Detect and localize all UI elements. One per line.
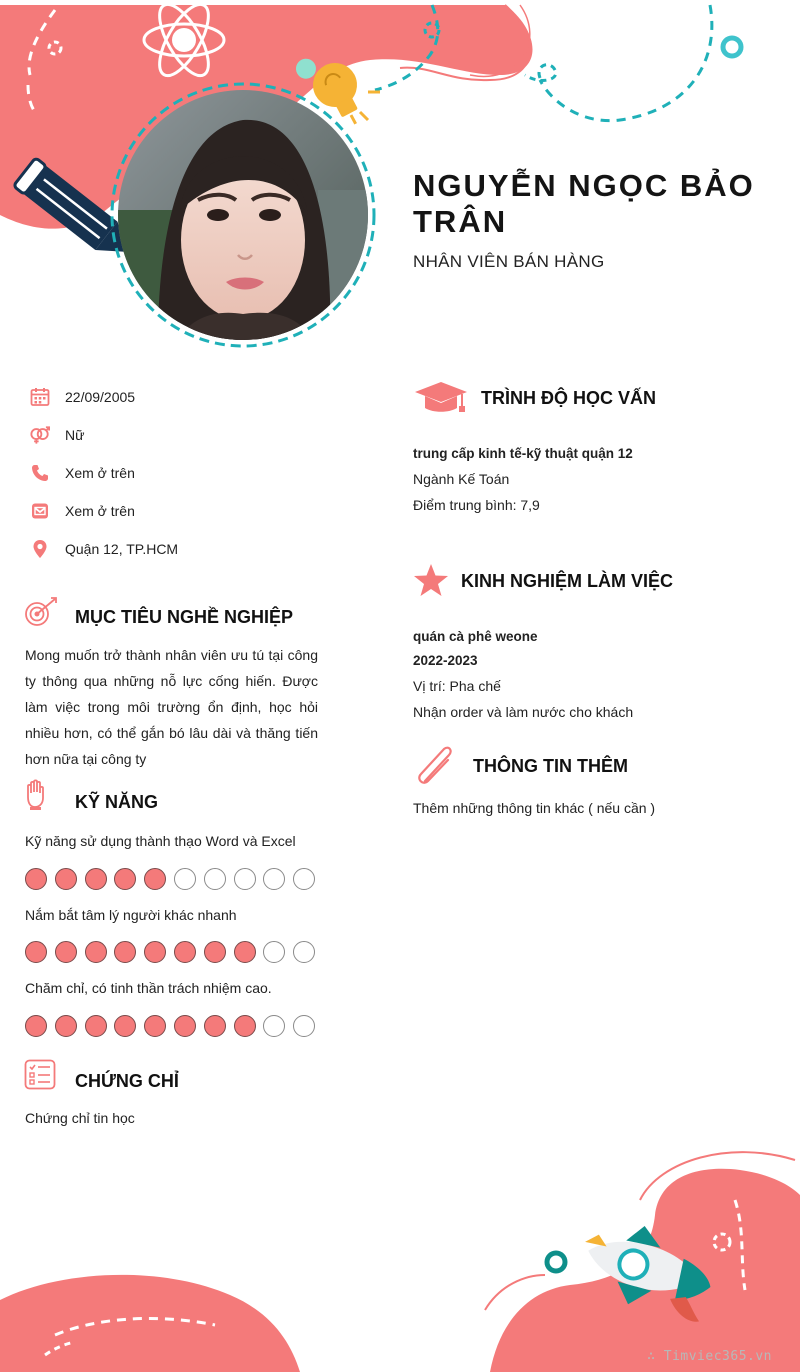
email-text: Xem ở trên xyxy=(65,503,135,519)
rating-dot-empty xyxy=(263,868,285,890)
rating-dot-filled xyxy=(204,941,226,963)
candidate-name: NGUYỄN NGỌC BẢO TRÂN xyxy=(413,168,755,239)
rating-dot-filled xyxy=(144,941,166,963)
skill-name: Nắm bắt tâm lý người khác nhanh xyxy=(25,907,237,923)
rating-dot-filled xyxy=(234,1015,256,1037)
rating-dot-filled xyxy=(25,941,47,963)
skills-title: KỸ NĂNG xyxy=(75,792,159,812)
rating-dot-empty xyxy=(293,941,315,963)
skill-name: Chăm chỉ, có tinh thần trách nhiệm cao. xyxy=(25,980,272,996)
education-school: trung cấp kinh tế-kỹ thuật quận 12 xyxy=(413,446,633,461)
rating-dot-filled xyxy=(85,868,107,890)
skill-rating xyxy=(25,868,323,890)
rating-dot-filled xyxy=(114,1015,136,1037)
job-title: NHÂN VIÊN BÁN HÀNG xyxy=(413,252,605,271)
extra-info-text: Thêm những thông tin khác ( nếu cần ) xyxy=(413,800,656,816)
contact-phone xyxy=(30,461,135,485)
gender-text: Nữ xyxy=(65,427,85,443)
paperclip-icon xyxy=(413,743,459,792)
experience-title: KINH NGHIỆM LÀM VIỆC xyxy=(461,571,674,591)
contact-address xyxy=(30,537,179,561)
rating-dot-filled xyxy=(174,1015,196,1037)
rating-dot-empty xyxy=(174,868,196,890)
rating-dot-empty xyxy=(263,1015,285,1037)
certificate-item: Chứng chỉ tin học xyxy=(25,1110,135,1126)
certificates-title: CHỨNG CHỈ xyxy=(75,1071,179,1091)
rating-dot-empty xyxy=(293,1015,315,1037)
experience-period: 2022-2023 xyxy=(413,653,478,668)
rating-dot-empty xyxy=(293,868,315,890)
rating-dot-filled xyxy=(114,941,136,963)
gender-icon xyxy=(30,425,50,445)
rating-dot-filled xyxy=(234,941,256,963)
extra-info-title: THÔNG TIN THÊM xyxy=(473,756,628,776)
rating-dot-filled xyxy=(25,868,47,890)
contact-gender xyxy=(30,423,85,447)
skill-rating xyxy=(25,941,323,963)
education-title: TRÌNH ĐỘ HỌC VẤN xyxy=(481,388,656,408)
rating-dot-filled xyxy=(85,941,107,963)
rating-dot-filled xyxy=(114,868,136,890)
location-pin-icon xyxy=(30,539,50,559)
watermark: ∴ Timviec365.vn xyxy=(647,1349,772,1364)
rating-dot-filled xyxy=(55,868,77,890)
rating-dot-filled xyxy=(25,1015,47,1037)
experience-description: Nhận order và làm nước cho khách xyxy=(413,704,634,720)
rating-dot-filled xyxy=(55,1015,77,1037)
watermark-text: Timviec365.vn xyxy=(663,1349,772,1364)
rating-dot-filled xyxy=(85,1015,107,1037)
phone-text: Xem ở trên xyxy=(65,465,135,481)
hand-icon xyxy=(24,779,48,816)
star-icon xyxy=(413,563,449,602)
contact-birthday xyxy=(30,385,136,409)
contact-email xyxy=(30,499,135,523)
experience-position: Vị trí: Pha chế xyxy=(413,678,501,694)
avatar-portrait xyxy=(118,90,368,340)
rating-dot-filled xyxy=(144,1015,166,1037)
education-gpa: Điểm trung bình: 7,9 xyxy=(413,497,540,513)
address-text: Quận 12, TP.HCM xyxy=(65,541,179,557)
rating-dot-filled xyxy=(55,941,77,963)
rating-dot-empty xyxy=(204,868,226,890)
phone-icon xyxy=(30,463,50,483)
objective-title: MỤC TIÊU NGHỀ NGHIỆP xyxy=(75,607,294,627)
rating-dot-empty xyxy=(234,868,256,890)
education-major: Ngành Kế Toán xyxy=(413,471,510,487)
rating-dot-empty xyxy=(263,941,285,963)
skill-name: Kỹ năng sử dụng thành thạo Word và Excel xyxy=(25,833,296,849)
graduation-cap-icon xyxy=(413,380,469,419)
target-icon xyxy=(24,597,58,634)
objective-text: Mong muốn trở thành nhân viên ưu tú tại công ty thông qua những nỗ lực cống hiến. Được làm việc trong môi trường ổn định, học hỏi nhiều hơn, có thể gắn bó lâu dài và thăng tiến hơn nữa tại công ty xyxy=(25,647,318,767)
bottom-left-blob xyxy=(0,1275,300,1372)
rating-dot-filled xyxy=(204,1015,226,1037)
skill-rating xyxy=(25,1015,323,1037)
avatar xyxy=(118,90,368,340)
rating-dot-filled xyxy=(144,868,166,890)
calendar-icon xyxy=(30,387,50,407)
experience-company: quán cà phê weone xyxy=(413,629,538,644)
email-icon xyxy=(30,501,50,521)
birthday-text: 22/09/2005 xyxy=(65,389,136,405)
rating-dot-filled xyxy=(174,941,196,963)
checklist-icon xyxy=(24,1059,56,1096)
